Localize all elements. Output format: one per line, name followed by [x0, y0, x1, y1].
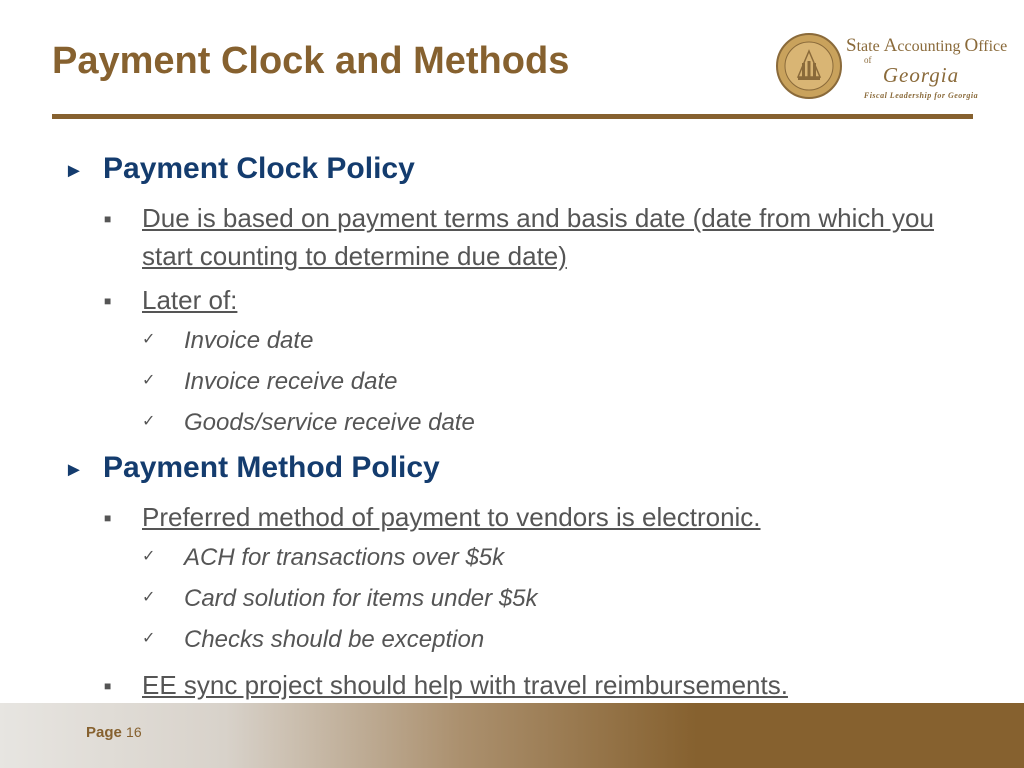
logo-of: of	[864, 55, 872, 65]
list-item: ■ Due is based on payment terms and basis date (date from which you start counting to determine due date)	[104, 199, 964, 275]
georgia-seal-icon	[776, 33, 842, 99]
logo-tagline: Fiscal Leadership for Georgia	[863, 91, 979, 100]
list-item: ■ Preferred method of payment to vendors is electronic.	[104, 498, 964, 536]
list-item: ■ Later of:	[104, 281, 964, 319]
square-bullet-icon: ■	[104, 511, 112, 525]
square-bullet-icon: ■	[104, 212, 112, 226]
triangle-bullet-icon: ►	[64, 459, 84, 481]
checkmark-icon: ✓	[142, 548, 156, 565]
title-divider	[52, 114, 973, 119]
square-bullet-icon: ■	[104, 679, 112, 693]
checkmark-icon: ✓	[142, 630, 156, 647]
checkmark-icon: ✓	[142, 589, 156, 606]
page-number: Page 16	[86, 724, 142, 741]
triangle-bullet-icon: ►	[64, 160, 84, 182]
checkmark-icon: ✓	[142, 413, 156, 430]
state-accounting-office-logo	[776, 33, 1008, 105]
logo-title: State Accounting Office	[846, 35, 1008, 56]
list-item: ■ EE sync project should help with travel reimbursements.	[104, 666, 964, 704]
slide-title: Payment Clock and Methods	[52, 40, 570, 82]
checkmark-icon: ✓	[142, 372, 156, 389]
square-bullet-icon: ■	[104, 294, 112, 308]
logo-georgia: Georgia	[882, 63, 960, 87]
checkmark-icon: ✓	[142, 331, 156, 348]
footer-bar	[0, 703, 1024, 768]
